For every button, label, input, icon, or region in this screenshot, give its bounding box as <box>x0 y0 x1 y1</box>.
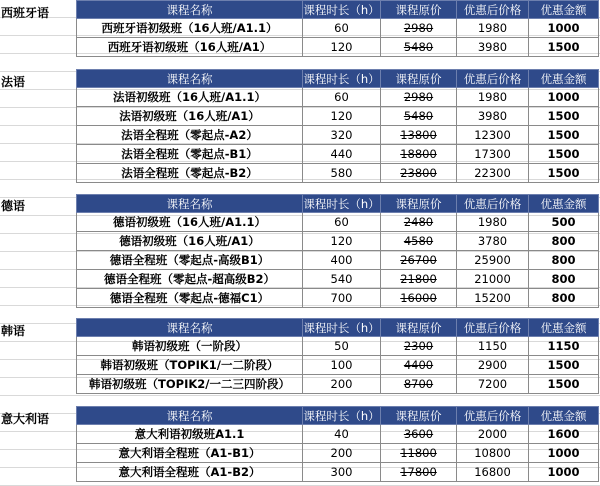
discount-amount-cell: 1500 <box>529 107 599 126</box>
discounted-price-cell: 12300 <box>457 126 529 145</box>
course-name-cell: 德语全程班（零起点-超高级B2） <box>77 270 303 289</box>
column-header: 课程名称 <box>77 407 303 425</box>
column-header: 优惠后价格 <box>457 70 529 88</box>
original-price-cell: 23800 <box>381 164 457 183</box>
column-header: 课程原价 <box>381 195 457 213</box>
hours-cell: 200 <box>303 375 381 394</box>
discount-amount-cell: 1000 <box>529 444 599 463</box>
table-row <box>77 425 599 444</box>
discounted-price-cell: 1980 <box>457 88 529 107</box>
table-header-row <box>77 70 599 88</box>
column-header: 课程原价 <box>381 407 457 425</box>
discounted-price-cell: 15200 <box>457 289 529 308</box>
course-name-cell: 法语全程班（零起点-B2） <box>77 164 303 183</box>
discount-amount-cell: 1500 <box>529 126 599 145</box>
hours-cell: 580 <box>303 164 381 183</box>
hours-cell: 100 <box>303 356 381 375</box>
table-row <box>77 232 599 251</box>
column-header: 课程名称 <box>77 1 303 19</box>
column-header: 优惠金额 <box>529 319 599 337</box>
discounted-price-cell: 2000 <box>457 425 529 444</box>
section-language-label: 意大利语 <box>1 412 50 426</box>
table-row <box>77 444 599 463</box>
column-header: 优惠金额 <box>529 1 599 19</box>
discount-amount-cell: 1500 <box>529 164 599 183</box>
course-table <box>76 194 599 308</box>
table-header-row <box>77 319 599 337</box>
original-price-cell: 17800 <box>381 463 457 482</box>
hours-cell: 200 <box>303 444 381 463</box>
table-row <box>77 251 599 270</box>
table-header-row <box>77 407 599 425</box>
discounted-price-cell: 3980 <box>457 38 529 57</box>
column-header: 课程时长（h） <box>303 196 380 211</box>
course-table <box>76 318 599 394</box>
hours-cell: 120 <box>303 38 381 57</box>
column-header: 优惠后价格 <box>457 319 529 337</box>
hours-cell: 320 <box>303 126 381 145</box>
course-table <box>76 406 599 482</box>
column-header: 课程时长（h） <box>303 408 380 423</box>
column-header: 课程名称 <box>77 70 303 88</box>
original-price-cell: 21800 <box>381 270 457 289</box>
discount-amount-cell: 1500 <box>529 38 599 57</box>
column-header: 课程原价 <box>381 319 457 337</box>
discount-amount-cell: 1000 <box>529 19 599 38</box>
discount-amount-cell: 500 <box>529 213 599 232</box>
course-name-cell: 意大利语全程班（A1-B2） <box>77 463 303 482</box>
discount-amount-cell: 800 <box>529 270 599 289</box>
course-name-cell: 西班牙语初级班（16人班/A1.1） <box>77 19 303 38</box>
table-row <box>77 107 599 126</box>
column-header: 优惠后价格 <box>457 407 529 425</box>
course-name-cell: 法语全程班（零起点-B1） <box>77 145 303 164</box>
column-header: 课程时长（h） <box>303 320 380 335</box>
section-language-label: 韩语 <box>1 324 26 338</box>
hours-cell: 60 <box>303 19 381 38</box>
original-price-cell: 13800 <box>381 126 457 145</box>
course-name-cell: 德语全程班（零起点-高级B1） <box>77 251 303 270</box>
column-header: 课程名称 <box>77 319 303 337</box>
section-language-label: 西班牙语 <box>1 6 50 20</box>
discount-amount-cell: 800 <box>529 232 599 251</box>
original-price-cell: 2980 <box>381 88 457 107</box>
column-header: 课程名称 <box>77 195 303 213</box>
section-language-label: 法语 <box>1 75 26 89</box>
discount-amount-cell: 1150 <box>529 337 599 356</box>
original-price-cell: 8700 <box>381 375 457 394</box>
hours-cell: 400 <box>303 251 381 270</box>
column-header: 课程原价 <box>381 1 457 19</box>
discount-amount-cell: 1500 <box>529 356 599 375</box>
discount-amount-cell: 800 <box>529 289 599 308</box>
discounted-price-cell: 3980 <box>457 107 529 126</box>
table-row <box>77 145 599 164</box>
original-price-cell: 2980 <box>381 19 457 38</box>
course-name-cell: 德语全程班（零起点-德福C1） <box>77 289 303 308</box>
column-header: 优惠金额 <box>529 195 599 213</box>
hours-cell: 50 <box>303 337 381 356</box>
course-name-cell: 韩语初级班（TOPIK1/一二阶段） <box>77 356 303 375</box>
course-name-cell: 韩语初级班（TOPIK2/一二三四阶段） <box>77 375 303 394</box>
hours-cell: 700 <box>303 289 381 308</box>
table-row <box>77 463 599 482</box>
course-table <box>76 69 599 183</box>
discounted-price-cell: 2900 <box>457 356 529 375</box>
table-row <box>77 356 599 375</box>
original-price-cell: 3600 <box>381 425 457 444</box>
discount-amount-cell: 1500 <box>529 375 599 394</box>
course-table <box>76 0 599 57</box>
course-name-cell: 法语初级班（16人班/A1.1） <box>77 88 303 107</box>
discounted-price-cell: 10800 <box>457 444 529 463</box>
discount-amount-cell: 1500 <box>529 145 599 164</box>
table-row <box>77 88 599 107</box>
discounted-price-cell: 21000 <box>457 270 529 289</box>
hours-cell: 120 <box>303 107 381 126</box>
original-price-cell: 4400 <box>381 356 457 375</box>
discounted-price-cell: 22300 <box>457 164 529 183</box>
original-price-cell: 11800 <box>381 444 457 463</box>
discount-amount-cell: 1000 <box>529 463 599 482</box>
column-header: 课程原价 <box>381 70 457 88</box>
table-row <box>77 38 599 57</box>
original-price-cell: 4580 <box>381 232 457 251</box>
table-row <box>77 375 599 394</box>
discounted-price-cell: 25900 <box>457 251 529 270</box>
column-header: 课程时长（h） <box>303 71 380 86</box>
course-name-cell: 意大利语初级班A1.1 <box>77 425 303 444</box>
section-language-label: 德语 <box>1 199 26 213</box>
hours-cell: 120 <box>303 232 381 251</box>
original-price-cell: 26700 <box>381 251 457 270</box>
hours-cell: 60 <box>303 213 381 232</box>
table-header-row <box>77 1 599 19</box>
column-header: 课程时长（h） <box>303 2 380 17</box>
discounted-price-cell: 1150 <box>457 337 529 356</box>
hours-cell: 440 <box>303 145 381 164</box>
discount-amount-cell: 1600 <box>529 425 599 444</box>
table-row <box>77 126 599 145</box>
table-row <box>77 337 599 356</box>
column-header: 优惠后价格 <box>457 195 529 213</box>
course-name-cell: 德语初级班（16人班/A1） <box>77 232 303 251</box>
original-price-cell: 5480 <box>381 38 457 57</box>
discounted-price-cell: 1980 <box>457 213 529 232</box>
discounted-price-cell: 1980 <box>457 19 529 38</box>
discounted-price-cell: 7200 <box>457 375 529 394</box>
hours-cell: 60 <box>303 88 381 107</box>
table-row <box>77 19 599 38</box>
table-row <box>77 270 599 289</box>
course-name-cell: 法语初级班（16人班/A1） <box>77 107 303 126</box>
discounted-price-cell: 3780 <box>457 232 529 251</box>
course-name-cell: 德语初级班（16人班/A1.1） <box>77 213 303 232</box>
course-name-cell: 韩语初级班（一阶段） <box>77 337 303 356</box>
original-price-cell: 2480 <box>381 213 457 232</box>
original-price-cell: 5480 <box>381 107 457 126</box>
column-header: 优惠金额 <box>529 407 599 425</box>
original-price-cell: 2300 <box>381 337 457 356</box>
hours-cell: 40 <box>303 425 381 444</box>
course-name-cell: 法语全程班（零起点-A2） <box>77 126 303 145</box>
hours-cell: 300 <box>303 463 381 482</box>
original-price-cell: 18800 <box>381 145 457 164</box>
discount-amount-cell: 800 <box>529 251 599 270</box>
original-price-cell: 16000 <box>381 289 457 308</box>
column-header: 优惠金额 <box>529 70 599 88</box>
course-name-cell: 意大利语全程班（A1-B1） <box>77 444 303 463</box>
column-header: 优惠后价格 <box>457 1 529 19</box>
table-row <box>77 289 599 308</box>
discounted-price-cell: 16800 <box>457 463 529 482</box>
table-row <box>77 213 599 232</box>
course-name-cell: 西班牙语初级班（16人班/A1） <box>77 38 303 57</box>
discount-amount-cell: 1000 <box>529 88 599 107</box>
table-header-row <box>77 195 599 213</box>
hours-cell: 540 <box>303 270 381 289</box>
table-row <box>77 164 599 183</box>
discounted-price-cell: 17300 <box>457 145 529 164</box>
